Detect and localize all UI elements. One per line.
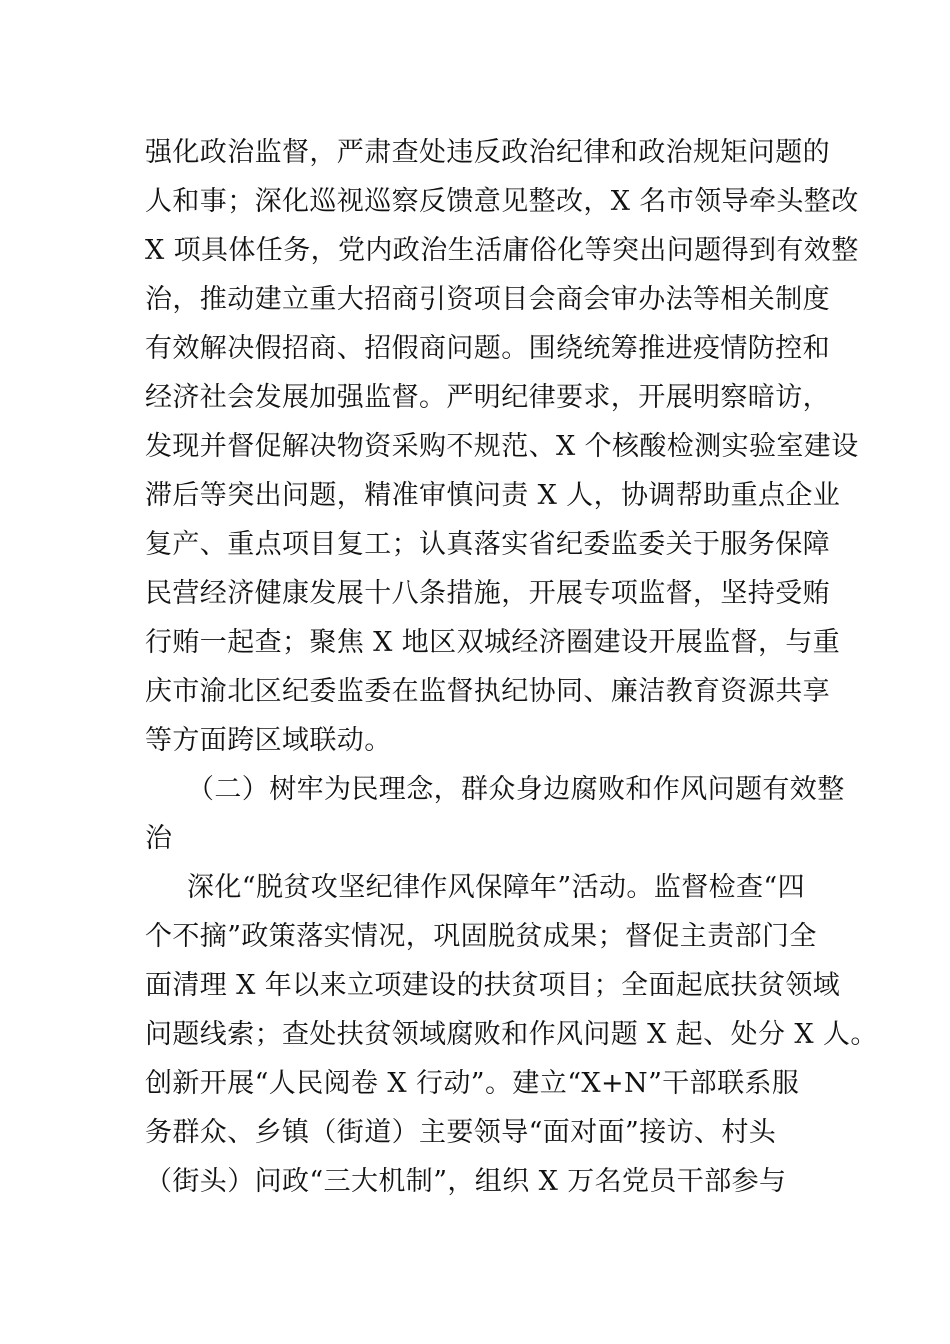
text-line: 创新开展“人民阅卷 X 行动”。建立“X+N”干部联系服 (145, 1068, 800, 1099)
text-line: X 项具体任务，党内政治生活庸俗化等突出问题得到有效整 (145, 235, 859, 266)
text-line: 有效解决假招商、招假商问题。围绕统筹推进疫情防控和 (145, 333, 830, 364)
text-line: 民营经济健康发展十八条措施，开展专项监督，坚持受贿 (145, 578, 830, 609)
text-line: （街头）问政“三大机制”，组织 X 万名党员干部参与 (145, 1166, 787, 1197)
text-line: 发现并督促解决物资采购不规范、X 个核酸检测实验室建设 (145, 431, 859, 462)
text-line: 强化政治监督，严肃查处违反政治纪律和政治规矩问题的 (145, 137, 830, 168)
text-line: 治 (145, 823, 173, 854)
text-line: 等方面跨区域联动。 (145, 725, 392, 756)
text-line: 治，推动建立重大招商引资项目会商会审办法等相关制度 (145, 284, 830, 315)
text-line: 滞后等突出问题，精准审慎问责 X 人，协调帮助重点企业 (145, 480, 841, 511)
text-line: 面清理 X 年以来立项建设的扶贫项目；全面起底扶贫领域 (145, 970, 841, 1001)
text-line: 行贿一起查；聚焦 X 地区双城经济圈建设开展监督，与重 (145, 627, 841, 658)
text-line: 人和事；深化巡视巡察反馈意见整改，X 名市领导牵头整改 (145, 186, 859, 217)
text-line: 经济社会发展加强监督。严明纪律要求，开展明察暗访， (145, 382, 830, 413)
text-line: 务群众、乡镇（街道）主要领导“面对面”接访、村头 (145, 1117, 777, 1148)
text-line: 个不摘”政策落实情况，巩固脱贫成果；督促主责部门全 (145, 921, 817, 952)
text-line: 问题线索；查处扶贫领域腐败和作风问题 X 起、处分 X 人。 (145, 1019, 878, 1050)
text-line: 庆市渝北区纪委监委在监督执纪协同、廉洁教育资源共享 (145, 676, 830, 707)
body-text (145, 128, 878, 1206)
text-line: 深化“脱贫攻坚纪律作风保障年”活动。监督检查“四 (187, 872, 806, 903)
text-line: （二）树牢为民理念，群众身边腐败和作风问题有效整 (187, 774, 845, 805)
text-line: 复产、重点项目复工；认真落实省纪委监委关于服务保障 (145, 529, 830, 560)
